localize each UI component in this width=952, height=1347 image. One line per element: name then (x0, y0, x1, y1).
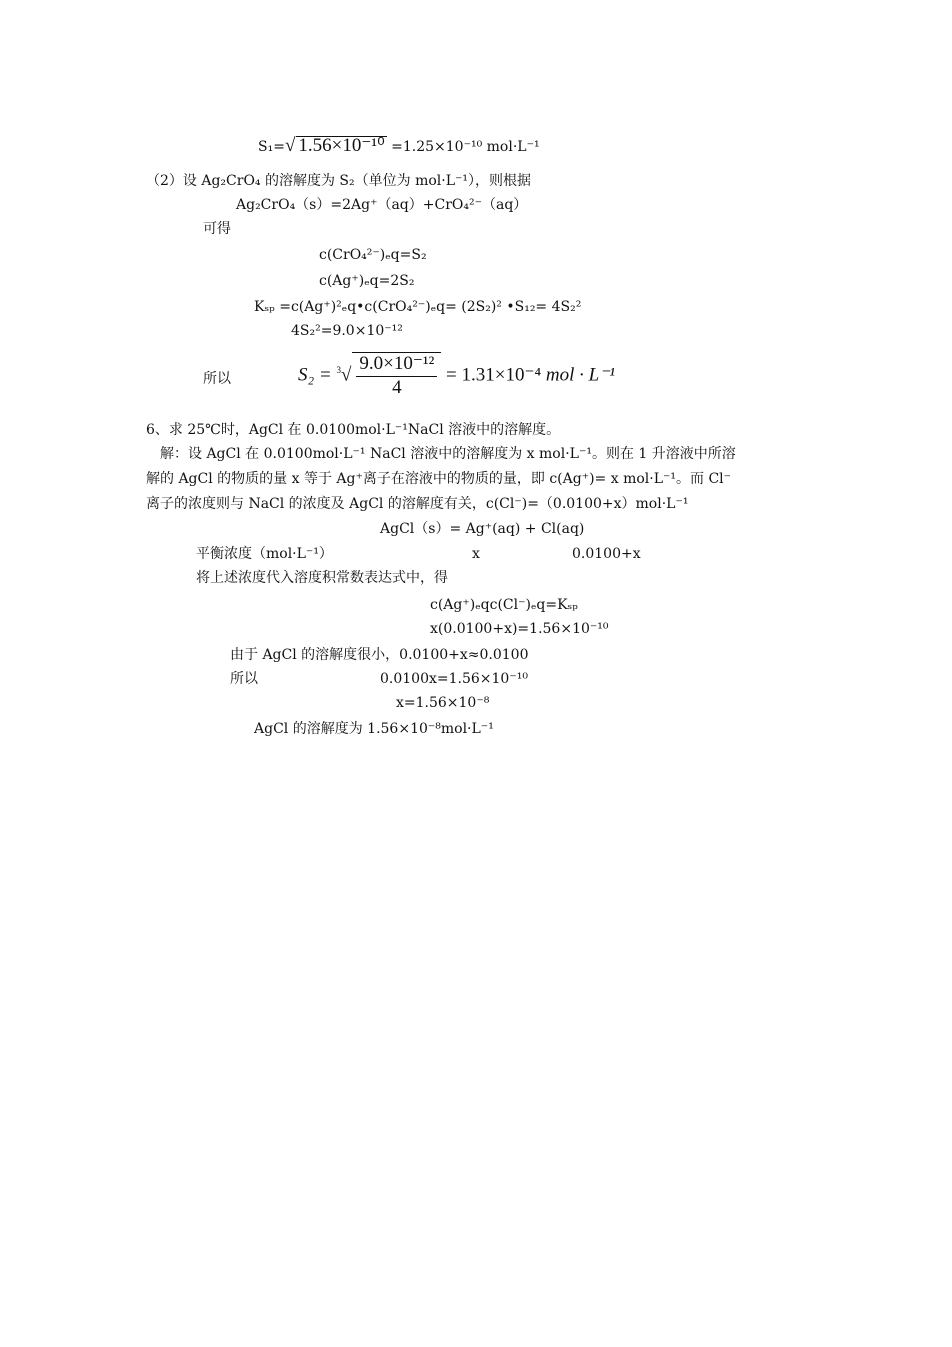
s1-result: =1.25×10⁻¹⁰ mol·L⁻¹ (386, 139, 540, 155)
q6-ksp-value: x(0.0100+x)=1.56×10⁻¹⁰ (430, 621, 609, 637)
s2-rhs: = 1.31×10⁻⁴ (446, 364, 546, 386)
s2-denominator: 4 (392, 377, 402, 398)
q6-solution-line2: 解的 AgCl 的物质的量 x 等于 Ag⁺离子在溶液中的物质的量，即 c(Ag⁺)= x mol·L⁻¹。而 Cl⁻ (146, 471, 732, 487)
q6-solution-line3: 离子的浓度则与 NaCl 的浓度及 AgCl 的溶解度有关，c(Cl⁻)=（0.0100+x）mol·L⁻¹ (146, 496, 689, 512)
q6-substitute: 将上述浓度代入溶度积常数表达式中，得 (196, 570, 448, 586)
q6-answer: AgCl 的溶解度为 1.56×10⁻⁸mol·L⁻¹ (254, 721, 494, 737)
q6-approx: 由于 AgCl 的溶解度很小，0.0100+x≈0.0100 (230, 647, 529, 663)
s2-unit: mol · L⁻¹ (545, 364, 615, 386)
q6-eq-cl: 0.0100+x (572, 546, 641, 562)
s2-fraction (356, 353, 437, 399)
part2-intro: （2）设 Ag₂CrO₄ 的溶解度为 S₂（单位为 mol·L⁻¹），则根据 (146, 173, 532, 189)
q6-question: 6、求 25℃时，AgCl 在 0.0100mol·L⁻¹NaCl 溶液中的溶解度。 (146, 422, 561, 438)
s2-equation (298, 352, 615, 399)
q6-simplified: 0.0100x=1.56×10⁻¹⁰ (380, 671, 528, 687)
sqrt-sign: √ (284, 135, 296, 156)
part2-reaction: Ag₂CrO₄（s）=2Ag⁺（aq）+CrO₄²⁻（aq） (236, 197, 528, 213)
part2-so: 所以 (203, 371, 231, 387)
q6-eq-label: 平衡浓度（mol·L⁻¹） (196, 546, 333, 562)
s1-lhs: S₁= (258, 139, 285, 155)
part2-eq1: c(CrO₄²⁻)ₑq=S₂ (319, 247, 427, 263)
part2-eq4: 4S₂²=9.0×10⁻¹² (291, 323, 403, 339)
q6-reaction: AgCl（s）= Ag⁺(aq) + Cl(aq) (380, 521, 585, 537)
part2-eq3: Kₛₚ =c(Ag⁺)²ₑq•c(CrO₄²⁻)ₑq= (2S₂)² •S₁₂= 4S₂² (254, 299, 582, 315)
s1-equation (258, 136, 540, 156)
q6-ksp-expr: c(Ag⁺)ₑqc(Cl⁻)ₑq=Kₛₚ (430, 597, 578, 613)
part2-eq2: c(Ag⁺)ₑq=2S₂ (319, 273, 415, 289)
s1-radicand: 1.56×10⁻¹⁰ (298, 135, 385, 156)
s2-numerator: 9.0×10⁻¹² (356, 353, 437, 377)
q6-solution-line1: 解：设 AgCl 在 0.0100mol·L⁻¹ NaCl 溶液中的溶解度为 x mol·L⁻¹。则在 1 升溶液中所溶 (160, 446, 736, 462)
s2-root-index: 3 (336, 365, 341, 376)
sqrt-sign: √ (340, 364, 352, 386)
s2-lhs: S₂ = (298, 364, 332, 386)
q6-eq-x: x (472, 546, 480, 562)
q6-x-value: x=1.56×10⁻⁸ (396, 695, 490, 711)
q6-so: 所以 (230, 671, 258, 687)
part2-obtain: 可得 (203, 221, 231, 237)
